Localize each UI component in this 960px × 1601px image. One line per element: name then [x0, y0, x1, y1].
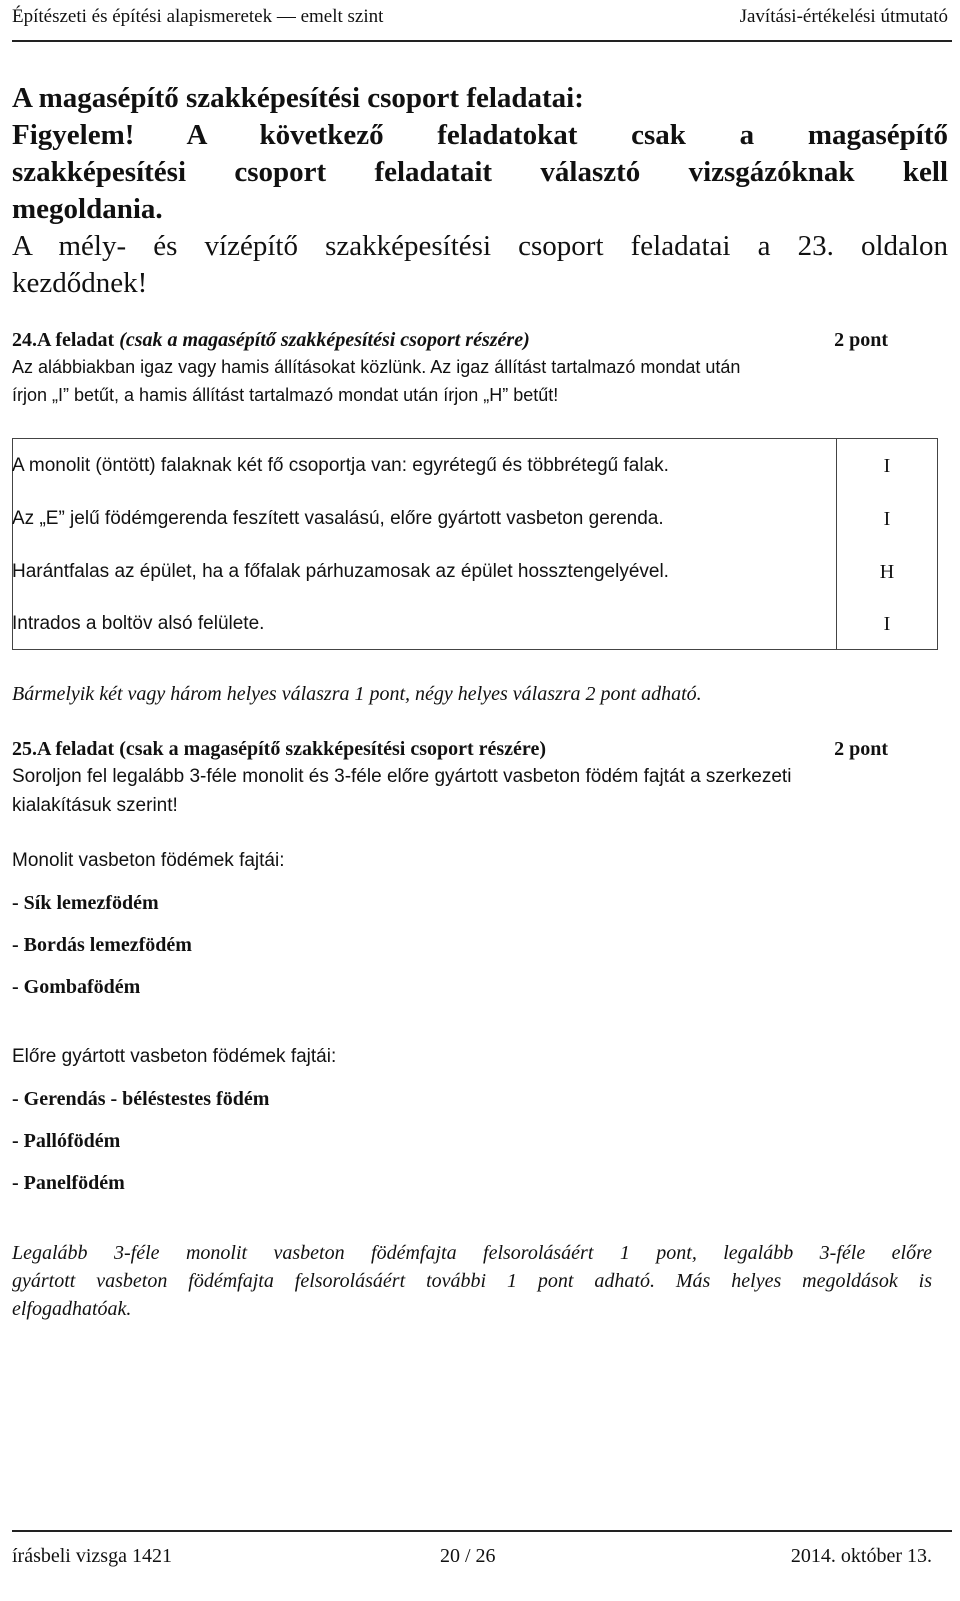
table-row: Az „E” jelű födémgerenda feszített vasalású, előre gyártott vasbeton gerenda.: [12, 508, 664, 529]
footer-left: írásbeli vizsga 1421: [12, 1545, 172, 1567]
task25-heading: [12, 738, 546, 761]
task24-description-cont: írjon „I” betűt, a hamis állítást tartalmazó mondat után írjon „H” betűt!: [12, 385, 559, 405]
footer-rule: [12, 1530, 952, 1532]
list-item: - Panelfödém: [12, 1172, 125, 1194]
task25-scoring-line: Legalább 3-féle monolit vasbeton födémfajta felsorolásáért 1 pont, legalább 3-féle előre: [12, 1242, 932, 1264]
task25-points: 2 pont: [834, 738, 888, 760]
header-left: Építészeti és építési alapismeretek — emelt szint: [12, 6, 384, 27]
task24-points: 2 pont: [834, 329, 888, 351]
table-row: A monolit (öntött) falaknak két fő csoportja van: egyrétegű és többrétegű falak.: [12, 455, 669, 476]
intro-warning-line: Figyelem! A következő feladatokat csak a magasépítő: [12, 119, 948, 151]
intro-note-line: kezdődnek!: [12, 267, 148, 299]
task25-scoring-line: elfogadhatóak.: [12, 1298, 132, 1320]
task25-description: Soroljon fel legalább 3-féle monolit és 3-féle előre gyártott vasbeton födém fajtát a szerkezeti: [12, 766, 792, 787]
list-item: - Sík lemezfödém: [12, 892, 159, 914]
header-right: Javítási-értékelési útmutató: [739, 6, 948, 27]
footer-date: 2014. október 13.: [790, 1545, 932, 1567]
table-row: Harántfalas az épület, ha a főfalak párhuzamosak az épület hossztengelyével.: [12, 561, 669, 582]
section-title: A magasépítő szakképesítési csoport feladatai:: [12, 82, 584, 114]
elore-heading: Előre gyártott vasbeton födémek fajtái:: [12, 1046, 337, 1067]
list-item: - Bordás lemezfödém: [12, 934, 192, 956]
task24-description: Az alábbiakban igaz vagy hamis állításokat közlünk. Az igaz állítást tartalmazó mondat után: [12, 357, 741, 377]
header-rule: [12, 40, 952, 42]
answer-cell: H: [879, 561, 895, 583]
table-row: Intrados a boltöv alsó felülete.: [12, 613, 265, 634]
monolit-heading: Monolit vasbeton födémek fajtái:: [12, 850, 285, 871]
list-item: - Pallófödém: [12, 1130, 121, 1152]
task25-description-cont: kialakításuk szerint!: [12, 795, 178, 816]
intro-warning-line: megoldania.: [12, 193, 163, 225]
intro-note-line: A mély- és vízépítő szakképesítési csoport feladatai a 23. oldalon: [12, 230, 948, 262]
task25-number: 25.: [12, 738, 37, 760]
list-item: - Gerendás - béléstestes födém: [12, 1088, 270, 1110]
answer-cell: I: [883, 455, 891, 477]
answer-cell: I: [883, 508, 891, 530]
list-item: - Gombafödém: [12, 976, 141, 998]
task25-scoring-line: gyártott vasbeton födémfajta felsorolásáért további 1 pont adható. Más helyes megoldások is: [12, 1270, 932, 1292]
task24-title: A feladat: [37, 329, 115, 351]
task24-scoring: Bármelyik két vagy három helyes válaszra 1 pont, négy helyes válaszra 2 pont adható.: [12, 683, 702, 705]
task24-heading: [12, 329, 530, 352]
task24-subtitle: (csak a magasépítő szakképesítési csoport részére): [119, 329, 530, 351]
task24-number: 24.: [12, 329, 37, 351]
task25-title: A feladat: [37, 738, 115, 760]
intro-warning-line: szakképesítési csoport feladatait választó vizsgázóknak kell: [12, 156, 948, 188]
page-number: 20 / 26: [440, 1545, 496, 1567]
task25-subtitle: (csak a magasépítő szakképesítési csoport részére): [119, 738, 546, 760]
answer-cell: I: [883, 613, 891, 635]
